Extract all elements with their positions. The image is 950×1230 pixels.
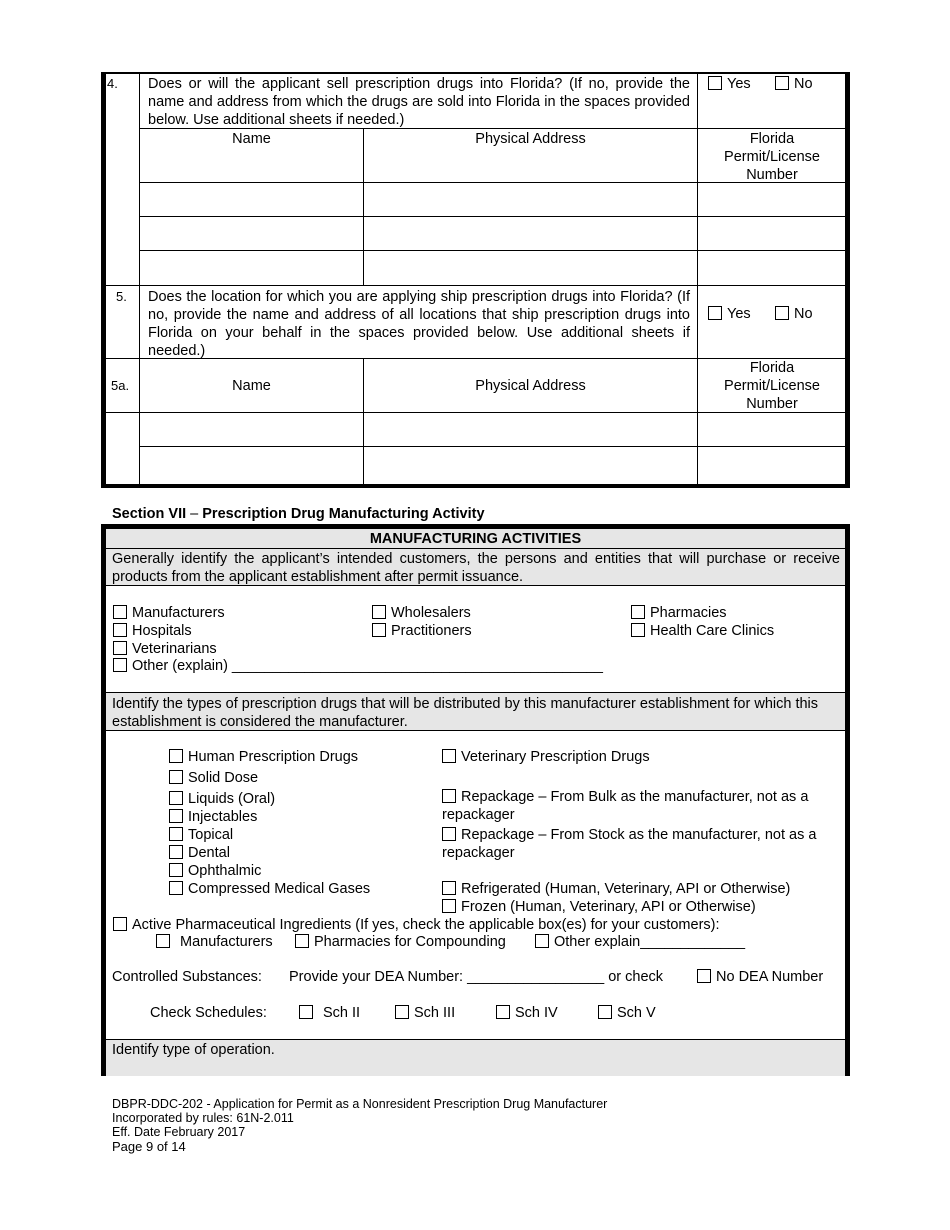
drug-refrigerated-label: Refrigerated (Human, Veterinary, API or Otherwise) — [461, 881, 791, 897]
customer-other-label: Other (explain) ______________________________________________ — [132, 658, 603, 674]
q4-no-option[interactable] — [775, 75, 813, 93]
drug-ophthalmic-label: Ophthalmic — [188, 863, 262, 879]
question-number-5a: 5a. — [111, 378, 130, 393]
customer-wholesalers-option[interactable] — [372, 604, 471, 622]
schedule-3-option[interactable] — [395, 1004, 455, 1022]
api-manufacturers-option[interactable] — [156, 933, 273, 951]
customers-prompt: Generally identify the applicant’s intended customers, the persons and entities that will purchase or receive products from the applicant establishment after permit issuance. — [112, 551, 840, 585]
api-other-option[interactable] — [535, 933, 745, 951]
customer-clinics-checkbox[interactable] — [631, 623, 645, 637]
drug-repack-bulk-label: Repackage – From Bulk as the manufacturer, not as a repackager — [442, 789, 809, 823]
customer-practitioners-checkbox[interactable] — [372, 623, 386, 637]
drug-topical-label: Topical — [188, 827, 234, 843]
customer-veterinarians-checkbox[interactable] — [113, 641, 127, 655]
table-divider — [106, 548, 845, 549]
customer-other-checkbox[interactable] — [113, 658, 127, 672]
drug-repack-stock-checkbox[interactable] — [442, 827, 456, 841]
controlled-substances-label: Controlled Substances: — [112, 969, 262, 985]
drug-repack-stock-label: Repackage – From Stock as the manufacturer, not as a repackager — [442, 827, 817, 861]
drug-topical-option[interactable] — [169, 826, 233, 844]
q5-no-label: No — [794, 306, 813, 322]
customer-hospitals-checkbox[interactable] — [113, 623, 127, 637]
drug-injectables-option[interactable] — [169, 808, 257, 826]
drug-frozen-option[interactable] — [442, 898, 756, 916]
api-option[interactable] — [113, 916, 720, 934]
drug-human-checkbox[interactable] — [169, 749, 183, 763]
customer-wholesalers-label: Wholesalers — [391, 605, 471, 621]
api-label: Active Pharmaceutical Ingredients (If yes, check the applicable box(es) for your customers): — [132, 917, 720, 933]
q5a-name-cell[interactable] — [140, 413, 362, 445]
schedule-5-label: Sch V — [617, 1005, 656, 1021]
name-column-header-5a: Name — [232, 378, 271, 394]
drug-human-label: Human Prescription Drugs — [188, 749, 359, 765]
api-pharmacies-option[interactable] — [295, 933, 506, 951]
drug-dental-label: Dental — [188, 845, 230, 861]
drug-frozen-checkbox[interactable] — [442, 899, 456, 913]
drug-human-option[interactable] — [169, 748, 358, 766]
check-schedules-label: Check Schedules: — [150, 1005, 267, 1021]
customer-practitioners-label: Practitioners — [391, 623, 472, 639]
customer-other-option[interactable] — [113, 657, 603, 675]
permit-column-header-5a: Florida Permit/License Number — [724, 360, 820, 412]
q4-address-cell[interactable] — [364, 183, 696, 215]
drug-dental-checkbox[interactable] — [169, 845, 183, 859]
q5-yes-option[interactable] — [708, 305, 751, 323]
drug-ophthalmic-checkbox[interactable] — [169, 863, 183, 877]
table-divider — [106, 285, 845, 286]
drug-repack-stock-option[interactable] — [442, 826, 842, 862]
section-title — [112, 506, 485, 522]
q4-no-checkbox[interactable] — [775, 76, 789, 90]
drug-injectables-checkbox[interactable] — [169, 809, 183, 823]
drug-types-prompt: Identify the types of prescription drugs that will be distributed by this manufacturer establishment for which this establishment is considered the manufacturer. — [112, 696, 819, 730]
schedule-5-option[interactable] — [598, 1004, 656, 1022]
section-name: Prescription Drug Manufacturing Activity — [202, 506, 485, 522]
q4-yes-option[interactable] — [708, 75, 751, 93]
schedule-2-option[interactable] — [299, 1004, 360, 1022]
customer-hospitals-label: Hospitals — [132, 623, 192, 639]
q5-no-option[interactable] — [775, 305, 813, 323]
drug-liquids-label: Liquids (Oral) — [188, 791, 276, 807]
footer-rules: Incorporated by rules: 61N-2.011 — [112, 1111, 294, 1125]
drug-refrigerated-checkbox[interactable] — [442, 881, 456, 895]
customer-clinics-option[interactable] — [631, 622, 774, 640]
schedule-4-option[interactable] — [496, 1004, 558, 1022]
section-number: Section VII — [112, 506, 187, 522]
customer-hospitals-option[interactable] — [113, 622, 192, 640]
drug-repack-bulk-option[interactable] — [442, 788, 842, 824]
footer-effective-date: Eff. Date February 2017 — [112, 1125, 246, 1139]
api-pharmacies-label: Pharmacies for Compounding — [314, 934, 506, 950]
drug-solid-option[interactable] — [169, 769, 258, 787]
drug-gases-checkbox[interactable] — [169, 881, 183, 895]
drug-veterinary-label: Veterinary Prescription Drugs — [461, 749, 650, 765]
q5-no-checkbox[interactable] — [775, 306, 789, 320]
no-dea-option[interactable] — [697, 968, 823, 986]
q4-no-label: No — [794, 76, 813, 92]
customer-pharmacies-label: Pharmacies — [650, 605, 727, 621]
drug-injectables-label: Injectables — [188, 809, 258, 825]
api-manufacturers-checkbox[interactable] — [156, 934, 170, 948]
footer-form-title: DBPR-DDC-202 - Application for Permit as a Nonresident Prescription Drug Manufacturer — [112, 1097, 608, 1111]
table-divider — [139, 446, 845, 447]
q5-yes-checkbox[interactable] — [708, 306, 722, 320]
customer-veterinarians-option[interactable] — [113, 640, 217, 658]
address-column-header-5a: Physical Address — [475, 378, 586, 394]
no-dea-label: No DEA Number — [716, 969, 824, 985]
table-divider — [106, 692, 845, 693]
operation-type-prompt: Identify type of operation. — [112, 1042, 275, 1058]
drug-liquids-option[interactable] — [169, 790, 275, 808]
table-divider — [139, 250, 845, 251]
drug-solid-checkbox[interactable] — [169, 770, 183, 784]
drug-gases-option[interactable] — [169, 880, 370, 898]
drug-gases-label: Compressed Medical Gases — [188, 881, 371, 897]
customer-pharmacies-option[interactable] — [631, 604, 727, 622]
customer-practitioners-option[interactable] — [372, 622, 472, 640]
manufacturing-header: MANUFACTURING ACTIVITIES — [369, 531, 582, 547]
permit-column-header: Florida Permit/License Number — [724, 131, 820, 183]
drug-liquids-checkbox[interactable] — [169, 791, 183, 805]
q5a-permit-cell[interactable] — [698, 413, 844, 445]
table-divider — [106, 1039, 845, 1040]
drug-refrigerated-option[interactable] — [442, 880, 790, 898]
schedule-3-label: Sch III — [414, 1005, 456, 1021]
section-dash: – — [186, 506, 203, 522]
dea-number-prompt[interactable]: Provide your DEA Number: _________________ or check — [289, 969, 664, 985]
schedule-2-checkbox[interactable] — [299, 1005, 313, 1019]
no-dea-checkbox[interactable] — [697, 969, 711, 983]
schedule-3-checkbox[interactable] — [395, 1005, 409, 1019]
customer-wholesalers-checkbox[interactable] — [372, 605, 386, 619]
customer-clinics-label: Health Care Clinics — [650, 623, 775, 639]
drug-frozen-label: Frozen (Human, Veterinary, API or Otherwise) — [461, 899, 756, 915]
customer-manufacturers-checkbox[interactable] — [113, 605, 127, 619]
question-5-text: Does the location for which you are applying ship prescription drugs into Florida? (If no, provide the name and address of all locations that ship prescription drugs into Florida on your behalf in the spaces provided below. Use additional sheets if needed.) — [148, 289, 690, 359]
schedule-2-label: Sch II — [323, 1005, 361, 1021]
question-number-4: 4. — [107, 76, 118, 91]
schedule-4-checkbox[interactable] — [496, 1005, 510, 1019]
name-column-header: Name — [232, 131, 271, 147]
customer-veterinarians-label: Veterinarians — [132, 641, 217, 657]
q4-yes-label: Yes — [727, 76, 751, 92]
drug-ophthalmic-option[interactable] — [169, 862, 261, 880]
drug-veterinary-checkbox[interactable] — [442, 749, 456, 763]
q5a-address-cell[interactable] — [364, 413, 696, 445]
api-other-label: Other explain_____________ — [554, 934, 746, 950]
api-checkbox[interactable] — [113, 917, 127, 931]
q4-permit-cell[interactable] — [698, 183, 844, 215]
q4-yes-checkbox[interactable] — [708, 76, 722, 90]
q5-yes-label: Yes — [727, 306, 751, 322]
drug-repack-bulk-checkbox[interactable] — [442, 789, 456, 803]
drug-dental-option[interactable] — [169, 844, 230, 862]
customer-manufacturers-option[interactable] — [113, 604, 225, 622]
customer-pharmacies-checkbox[interactable] — [631, 605, 645, 619]
api-manufacturers-label: Manufacturers — [180, 934, 273, 950]
schedule-5-checkbox[interactable] — [598, 1005, 612, 1019]
address-column-header: Physical Address — [475, 131, 586, 147]
api-other-checkbox[interactable] — [535, 934, 549, 948]
drug-veterinary-option[interactable] — [442, 748, 650, 766]
drug-solid-label: Solid Dose — [188, 770, 259, 786]
question-number-5: 5. — [116, 289, 127, 304]
drug-topical-checkbox[interactable] — [169, 827, 183, 841]
schedule-4-label: Sch IV — [515, 1005, 558, 1021]
customer-manufacturers-label: Manufacturers — [132, 605, 225, 621]
api-pharmacies-checkbox[interactable] — [295, 934, 309, 948]
q4-name-cell[interactable] — [140, 183, 362, 215]
footer-page-number: Page 9 of 14 — [112, 1139, 186, 1154]
question-4-text: Does or will the applicant sell prescription drugs into Florida? (If no, provide the name and address from which the drugs are sold into Florida in the spaces provided below. Use additional sheets if needed.) — [148, 76, 690, 128]
table-divider — [139, 216, 845, 217]
